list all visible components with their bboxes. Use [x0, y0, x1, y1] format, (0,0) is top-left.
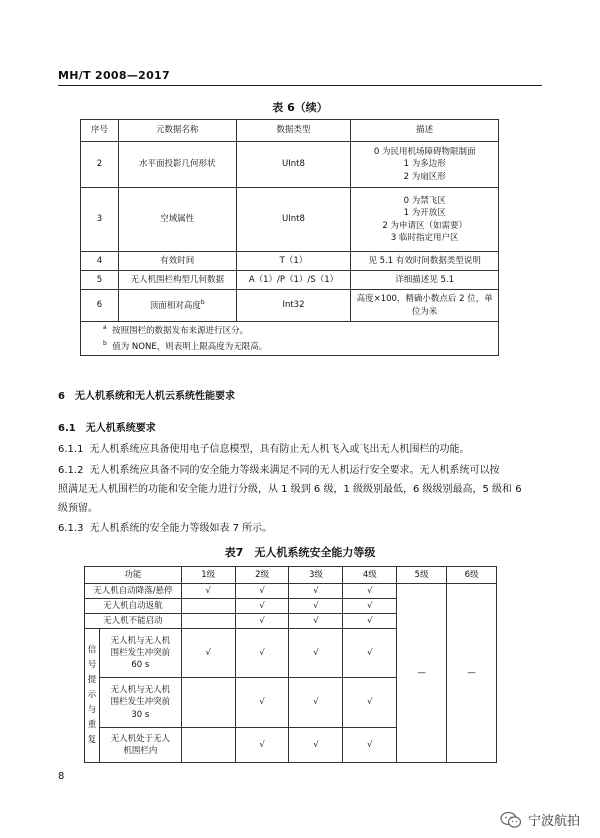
- check-mark: √: [181, 629, 235, 678]
- group-char: 重: [87, 720, 97, 730]
- func-line: 围栏发生冲突前: [110, 647, 171, 658]
- clause-line: 照满足无人机围栏的功能和安全能力进行分级，从 1 级到 6 级，1 级级别最低，6 级级别最高，5 级和 6: [58, 484, 522, 495]
- t7-header-level-4: 4级: [343, 567, 397, 584]
- footnote-mark: b: [103, 340, 107, 348]
- table7: [84, 566, 497, 763]
- desc-line: 位为米: [411, 306, 438, 317]
- desc-line: 1 为开放区: [403, 208, 446, 219]
- check-mark: √: [343, 678, 397, 728]
- group-char: 复: [87, 735, 97, 745]
- name-text: 顶面相对高度: [149, 300, 201, 311]
- t6-cell-desc: [351, 252, 499, 271]
- desc-line: 3 临时指定用户区: [390, 232, 459, 243]
- t6-cell-no: 3: [81, 188, 119, 252]
- desc-line: 2 为申请区（如需要）: [382, 220, 467, 231]
- t7-header-level-3: 3级: [289, 567, 343, 584]
- t7-level-5-cell: —: [397, 584, 447, 763]
- t6-cell-name: 空域属性: [118, 188, 236, 252]
- clause-text: 无人机系统的安全能力等级如表 7 所示。: [89, 523, 273, 534]
- watermark: [500, 810, 580, 829]
- clause-number: 6.1.1: [58, 444, 84, 455]
- t7-header-level-2: 2级: [235, 567, 289, 584]
- check-mark: √: [181, 584, 235, 599]
- empty-cell: [181, 614, 235, 629]
- func-line: 无人机与无人机: [110, 685, 171, 696]
- section-6-title: 6 无人机系统和无人机云系统性能要求: [58, 391, 235, 402]
- wechat-icon: [500, 811, 522, 829]
- t7-function-cell: 无人机自动降落/悬停: [85, 584, 182, 599]
- check-mark: √: [235, 614, 289, 629]
- table6-note-row: [81, 322, 499, 339]
- t7-header-level-6: 6级: [447, 567, 497, 584]
- empty-cell: [181, 678, 235, 728]
- table6-caption: 表 6（续）: [272, 101, 328, 114]
- check-mark: √: [289, 728, 343, 763]
- check-mark: √: [235, 629, 289, 678]
- t7-group-label: [85, 629, 100, 763]
- paragraph-6-1-2: [58, 461, 544, 518]
- t6-cell-type: T（1）: [236, 252, 351, 271]
- clause-number: 6.1.3: [58, 523, 84, 534]
- clause-line: 级预留。: [58, 503, 98, 514]
- t6-cell-no: 4: [81, 252, 119, 271]
- check-mark: √: [343, 599, 397, 614]
- group-char: 号: [87, 660, 97, 670]
- t7-level-6-cell: —: [447, 584, 497, 763]
- t6-cell-no: 5: [81, 271, 119, 290]
- t6-cell-type: UInt8: [236, 188, 351, 252]
- table7-caption: 表7 无人机系统安全能力等级: [224, 546, 376, 559]
- func-line: 围栏发生冲突前: [110, 697, 171, 708]
- t6-cell-no: 6: [81, 290, 119, 322]
- t6-cell-name: 无人机围栏构型几何数据: [118, 271, 236, 290]
- t7-function-cell: 无人机自动返航: [85, 599, 182, 614]
- clause-text: 无人机系统应具备不同的安全能力等级来满足不同的无人机运行安全要求。无人机系统可以按: [89, 465, 500, 476]
- table6-note-row: [81, 339, 499, 356]
- t6-cell-name: 水平面投影几何形状: [118, 142, 236, 188]
- t6-cell-type: A（1）/P（1）/S（1）: [236, 271, 351, 290]
- footnote: [81, 322, 499, 339]
- table7-header-row: [85, 567, 497, 584]
- check-mark: √: [235, 678, 289, 728]
- footnote-mark: a: [103, 323, 107, 331]
- check-mark: √: [289, 614, 343, 629]
- check-mark: √: [235, 599, 289, 614]
- footnote-mark: b: [200, 298, 205, 306]
- desc-line: 详细描述见 5.1: [395, 274, 455, 285]
- check-mark: √: [343, 614, 397, 629]
- func-line: 机围栏内: [123, 746, 158, 756]
- paragraph-6-1-1: [58, 440, 544, 459]
- func-line: 60 s: [131, 660, 150, 671]
- table-row: [81, 290, 499, 322]
- footnote-text: 按照围栏的数据发布来源进行区分。: [112, 325, 249, 336]
- desc-line: 0 为民用机场障碍物限制面: [373, 147, 476, 158]
- check-mark: √: [343, 629, 397, 678]
- page-number: 8: [58, 771, 65, 782]
- t6-header-type: 数据类型: [236, 120, 351, 142]
- t7-function-cell: [99, 728, 181, 763]
- group-char: 示: [87, 690, 97, 700]
- t6-cell-name: [118, 290, 236, 322]
- footnote: [81, 339, 499, 356]
- standard-code: MH/T 2008—2017: [58, 69, 170, 82]
- t7-header-level-1: 1级: [181, 567, 235, 584]
- table6: [80, 119, 499, 356]
- t6-cell-name: 有效时间: [118, 252, 236, 271]
- t6-cell-desc: [351, 142, 499, 188]
- t6-cell-desc: [351, 290, 499, 322]
- t7-function-cell: 无人机不能启动: [85, 614, 182, 629]
- table-row: [81, 142, 499, 188]
- desc-line: 高度×100，精确小数点后 2 位，单: [356, 294, 493, 305]
- t6-header-name: 元数据名称: [118, 120, 236, 142]
- watermark-text: 宁波航拍: [527, 814, 580, 829]
- check-mark: √: [343, 584, 397, 599]
- t6-cell-no: 2: [81, 142, 119, 188]
- paragraph-6-1-3: [58, 519, 544, 538]
- t6-cell-type: Int32: [236, 290, 351, 322]
- desc-line: 2 为扇区形: [403, 171, 446, 182]
- t7-header-level-5: 5级: [397, 567, 447, 584]
- check-mark: √: [235, 584, 289, 599]
- func-line: 无人机与无人机: [110, 635, 171, 646]
- empty-cell: [181, 728, 235, 763]
- group-char: 与: [87, 705, 97, 715]
- func-line: 30 s: [131, 709, 150, 720]
- check-mark: √: [289, 629, 343, 678]
- check-mark: √: [289, 599, 343, 614]
- table6-header-row: [81, 120, 499, 142]
- check-mark: √: [289, 678, 343, 728]
- t7-function-cell: [99, 678, 181, 728]
- desc-line: 1 为多边形: [403, 159, 446, 170]
- table-row: [81, 271, 499, 290]
- empty-cell: [181, 599, 235, 614]
- check-mark: √: [343, 728, 397, 763]
- clause-line: [58, 461, 544, 480]
- section-6-1-title: 6.1 无人机系统要求: [58, 423, 156, 434]
- clause-text: 无人机系统应具备使用电子信息模型，具有防止无人机飞入或飞出无人机围栏的功能。: [89, 444, 470, 455]
- clause-number: 6.1.2: [58, 465, 84, 476]
- header-rule: [58, 85, 542, 86]
- func-line: 无人机处于无人: [110, 733, 171, 744]
- group-char: 提: [87, 675, 97, 685]
- t6-cell-desc: [351, 271, 499, 290]
- t6-cell-type: UInt8: [236, 142, 351, 188]
- table-row: [81, 188, 499, 252]
- group-char: 信: [87, 645, 97, 655]
- table-row: [81, 252, 499, 271]
- t6-header-desc: 描述: [351, 120, 499, 142]
- check-mark: √: [289, 584, 343, 599]
- desc-line: 见 5.1 有效时间数据类型说明: [368, 255, 481, 266]
- t6-header-no: 序号: [81, 120, 119, 142]
- check-mark: √: [235, 728, 289, 763]
- t6-cell-desc: [351, 188, 499, 252]
- t7-header-function: 功能: [85, 567, 182, 584]
- t7-function-cell: [99, 629, 181, 678]
- table-row: [85, 584, 497, 599]
- desc-line: 0 为禁飞区: [403, 195, 446, 206]
- footnote-text: 值为 NONE，则表明上限高度为无限高。: [112, 342, 268, 352]
